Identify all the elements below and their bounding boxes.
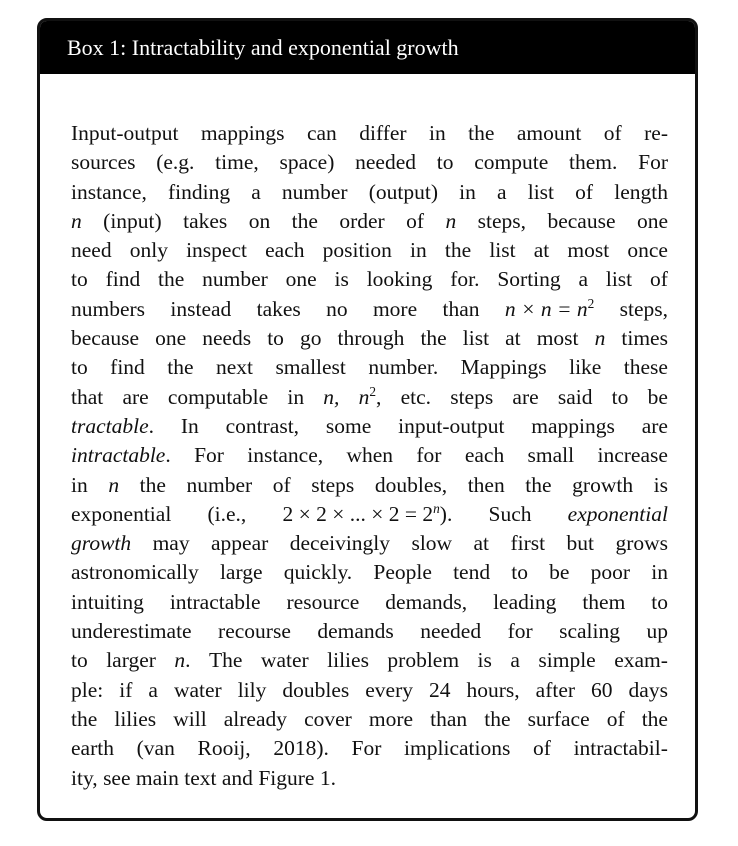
word: said: [557, 384, 593, 409]
word: can: [306, 121, 337, 145]
word: 1.: [319, 765, 336, 790]
word: demands: [317, 619, 394, 644]
math-variable: n: [358, 384, 370, 409]
math-expression: [505, 295, 594, 324]
word: tend: [453, 560, 491, 585]
word: grows: [615, 531, 668, 556]
text-line-3: [71, 178, 668, 207]
text-line-13: [71, 471, 668, 500]
math-formula: n × n = n: [504, 296, 588, 321]
word: intractable: [169, 589, 261, 614]
word: contrast,: [225, 413, 300, 438]
word: to: [436, 150, 454, 175]
word: number.: [368, 355, 439, 380]
word: (e.g.: [156, 150, 195, 175]
text-line-4: [71, 207, 668, 236]
word: For: [638, 150, 668, 175]
word: list: [527, 179, 555, 204]
word: number: [281, 179, 348, 204]
word: inspect: [186, 238, 247, 263]
italic-term: growth: [71, 531, 132, 556]
word: looking: [366, 267, 433, 292]
word: each: [265, 238, 305, 263]
word: ity,: [71, 765, 98, 790]
word: is: [477, 648, 492, 673]
text-line-10: [71, 383, 668, 412]
math-variable: n,: [323, 384, 340, 409]
word: is: [653, 472, 668, 497]
word: earth: [71, 736, 114, 761]
word: through: [337, 326, 405, 351]
word: problem: [387, 648, 460, 673]
word: more: [368, 706, 414, 731]
math-exponent: n: [433, 500, 440, 516]
math-variable: n: [445, 208, 457, 233]
word: of: [272, 472, 291, 497]
word: of: [533, 736, 551, 761]
word: water: [260, 648, 309, 673]
text-line-21: [71, 705, 668, 734]
word: length: [614, 179, 668, 204]
word: 2018).: [273, 736, 329, 761]
word: intractabil-: [573, 736, 668, 761]
word: for.: [450, 267, 480, 292]
word: most: [536, 326, 579, 351]
text-line-11: [71, 412, 668, 441]
emphasis-term: [71, 412, 154, 441]
text-line-23: [71, 764, 668, 793]
word: For: [351, 736, 382, 761]
word: position: [322, 238, 392, 263]
word: of: [649, 267, 668, 292]
word: large: [219, 560, 263, 585]
word: appear: [211, 531, 269, 556]
word: Figure: [258, 765, 315, 790]
word: surface: [527, 706, 590, 731]
word: Such: [488, 501, 532, 526]
word: the: [468, 121, 495, 145]
word: instead: [170, 296, 232, 321]
word: astronomically: [71, 560, 199, 585]
word: in: [71, 472, 88, 497]
word: etc.: [400, 384, 432, 409]
word: one: [636, 208, 668, 233]
text-line-8: [71, 324, 668, 353]
math-variable: n: [108, 472, 120, 497]
word: For: [194, 443, 224, 468]
word: each: [464, 443, 505, 468]
word: list: [605, 267, 633, 292]
word: of: [575, 179, 594, 204]
word: times: [621, 326, 668, 351]
italic-term: tractable: [71, 413, 149, 438]
box-header: [40, 21, 695, 74]
math-expression: [282, 500, 452, 529]
word: the: [167, 355, 194, 380]
word: (output): [368, 179, 439, 204]
word: the: [444, 238, 472, 263]
word: are: [512, 384, 539, 409]
word: will: [173, 706, 207, 731]
word: Sorting: [497, 267, 561, 292]
word: the: [291, 208, 318, 233]
word: larger: [106, 648, 156, 673]
word: of: [606, 706, 625, 731]
word: needs: [202, 326, 252, 351]
word: one: [155, 326, 187, 351]
word: main: [135, 765, 179, 790]
word: at: [505, 326, 521, 351]
word: a: [497, 179, 507, 204]
word: differ: [359, 121, 407, 145]
word: number: [186, 472, 253, 497]
word: to: [267, 326, 284, 351]
word: mappings: [200, 121, 285, 145]
word: only: [129, 238, 168, 263]
word: to: [71, 648, 88, 673]
word: more: [372, 296, 418, 321]
word: steps,: [477, 208, 527, 233]
word: these: [623, 355, 668, 380]
word: implications: [404, 736, 511, 761]
word: The: [209, 648, 243, 673]
word: Rooij,: [197, 736, 251, 761]
word: intuiting: [71, 589, 144, 614]
word: computable: [167, 384, 269, 409]
word: input-output: [398, 413, 505, 438]
text-line-19: [71, 646, 668, 675]
word: doubles,: [374, 472, 448, 497]
word: Input-output: [71, 121, 179, 145]
word: time,: [215, 150, 259, 175]
text-line-22: [71, 734, 668, 763]
word: see: [103, 765, 131, 790]
word: steps,: [619, 296, 668, 321]
word: resource: [286, 589, 360, 614]
word: simple: [538, 648, 596, 673]
word: because: [547, 208, 616, 233]
word: list: [489, 238, 516, 263]
text-line-12: [71, 441, 668, 470]
word: one: [285, 267, 317, 292]
word: once: [627, 238, 668, 263]
text-line-1: [71, 119, 668, 148]
word: mappings: [531, 413, 615, 438]
word: them: [582, 589, 626, 614]
word: no: [326, 296, 348, 321]
emphasis-term: [71, 441, 171, 470]
word: the: [71, 706, 98, 731]
word: the: [484, 706, 511, 731]
word: instance,: [247, 443, 324, 468]
punctuation: ,: [376, 384, 382, 409]
math-variable: n: [71, 208, 82, 233]
word: order: [339, 208, 385, 233]
word: the: [420, 326, 447, 351]
word: next: [215, 355, 253, 380]
word: increase: [597, 443, 668, 468]
text-line-9: [71, 353, 668, 382]
word: slow: [411, 531, 453, 556]
word: the: [158, 267, 185, 292]
box-title: Box 1: Intractability and exponential growth: [67, 34, 459, 60]
info-box: [37, 18, 698, 821]
word: list: [462, 326, 490, 351]
word: to: [71, 267, 88, 292]
word: numbers: [71, 296, 146, 321]
text-line-16: [71, 558, 668, 587]
word: scaling: [559, 619, 620, 644]
word: steps: [311, 472, 355, 497]
word: a: [251, 179, 261, 204]
text-line-18: [71, 617, 668, 646]
word: than: [442, 296, 480, 321]
word: 24: [429, 677, 451, 702]
math-expression: [174, 646, 190, 675]
word: lilies: [327, 648, 369, 673]
word: space): [279, 150, 335, 175]
math-variable: n: [174, 648, 186, 673]
word: leading: [493, 589, 557, 614]
word: in: [651, 560, 668, 585]
text-line-6: [71, 265, 668, 294]
word: takes: [183, 208, 228, 233]
text-line-15: [71, 529, 668, 558]
word: after: [535, 677, 576, 702]
word: in: [410, 238, 427, 263]
word: be: [549, 560, 570, 585]
word: amount: [516, 121, 582, 145]
math-exponent: 2: [587, 295, 595, 311]
word: exponential: [71, 501, 172, 526]
word: them.: [569, 150, 618, 175]
word: needed: [355, 150, 417, 175]
text-line-20: [71, 676, 668, 705]
word: underestimate: [71, 619, 192, 644]
word: like: [569, 355, 602, 380]
word: be: [647, 384, 668, 409]
math-exponent: 2: [369, 383, 377, 399]
word: find: [110, 355, 145, 380]
text-line-17: [71, 588, 668, 617]
word: and: [221, 765, 253, 790]
word: the: [139, 472, 166, 497]
word: at: [473, 531, 490, 556]
word: a: [148, 677, 158, 702]
math-expression: [359, 383, 382, 412]
word: takes: [256, 296, 301, 321]
word: need: [71, 238, 112, 263]
word: are: [641, 413, 668, 438]
word: up: [646, 619, 668, 644]
word: recourse: [218, 619, 291, 644]
word: in: [429, 121, 446, 145]
word: of: [603, 121, 622, 145]
word: (van: [136, 736, 175, 761]
word: than: [430, 706, 468, 731]
word: if: [119, 677, 133, 702]
word: to: [71, 355, 88, 380]
word: number: [202, 267, 268, 292]
word: is: [334, 267, 349, 292]
word: lily: [237, 677, 267, 702]
word: the: [525, 472, 552, 497]
word: exam-: [614, 648, 668, 673]
math-formula: 2 × 2 × ... × 2 = 2: [282, 501, 434, 526]
word: that: [71, 384, 104, 409]
word: (input): [103, 208, 162, 233]
text-line-7: [71, 295, 668, 324]
word: first: [510, 531, 546, 556]
word: doubles: [282, 677, 350, 702]
word: a: [578, 267, 589, 292]
word: poor: [590, 560, 631, 585]
word: at: [533, 238, 550, 263]
word: a: [510, 648, 520, 673]
word: when: [346, 443, 394, 468]
word: quickly.: [283, 560, 353, 585]
word: instance,: [71, 179, 147, 204]
punctuation: .: [148, 413, 154, 438]
punctuation: .: [185, 648, 191, 673]
word: steps: [450, 384, 494, 409]
word: lilies: [114, 706, 157, 731]
word: needed: [420, 619, 482, 644]
word: deceivingly: [289, 531, 391, 556]
word: some: [325, 413, 372, 438]
word: find: [105, 267, 141, 292]
word: the: [641, 706, 668, 731]
text-line-5: [71, 236, 668, 265]
word: to: [651, 589, 668, 614]
word: In: [180, 413, 199, 438]
word: ple:: [71, 677, 104, 702]
word: small: [527, 443, 575, 468]
word: in: [459, 179, 476, 204]
word: 60: [591, 677, 613, 702]
word: hours,: [466, 677, 520, 702]
word: but: [566, 531, 595, 556]
word: then: [467, 472, 505, 497]
word: most: [567, 238, 610, 263]
word: on: [248, 208, 271, 233]
word: compute: [474, 150, 549, 175]
word: days: [628, 677, 668, 702]
word: are: [122, 384, 149, 409]
text-line-14: [71, 500, 668, 529]
word: demands,: [385, 589, 468, 614]
word: growth: [572, 472, 634, 497]
word: sources: [71, 150, 136, 175]
box-body: [40, 74, 695, 793]
word: Mappings: [460, 355, 547, 380]
word: every: [365, 677, 413, 702]
word: in: [287, 384, 305, 409]
word: (i.e.,: [207, 501, 247, 526]
word: to: [511, 560, 528, 585]
word: People: [373, 560, 432, 585]
word: of: [406, 208, 425, 233]
math-variable: n: [594, 326, 606, 351]
word: water: [173, 677, 222, 702]
word: re-: [644, 121, 668, 145]
word: may: [152, 531, 190, 556]
word: for: [507, 619, 533, 644]
punctuation: .: [165, 443, 171, 468]
word: smallest: [275, 355, 346, 380]
punctuation: ).: [439, 501, 453, 526]
word: already: [223, 706, 287, 731]
word: cover: [304, 706, 352, 731]
text-line-2: [71, 148, 668, 177]
word: because: [71, 326, 140, 351]
italic-term: intractable: [71, 443, 166, 468]
italic-term: exponential: [567, 501, 668, 526]
word: text: [184, 765, 217, 790]
word: finding: [167, 179, 231, 204]
word: go: [299, 326, 322, 351]
word: to: [611, 384, 629, 409]
word: for: [416, 443, 442, 468]
